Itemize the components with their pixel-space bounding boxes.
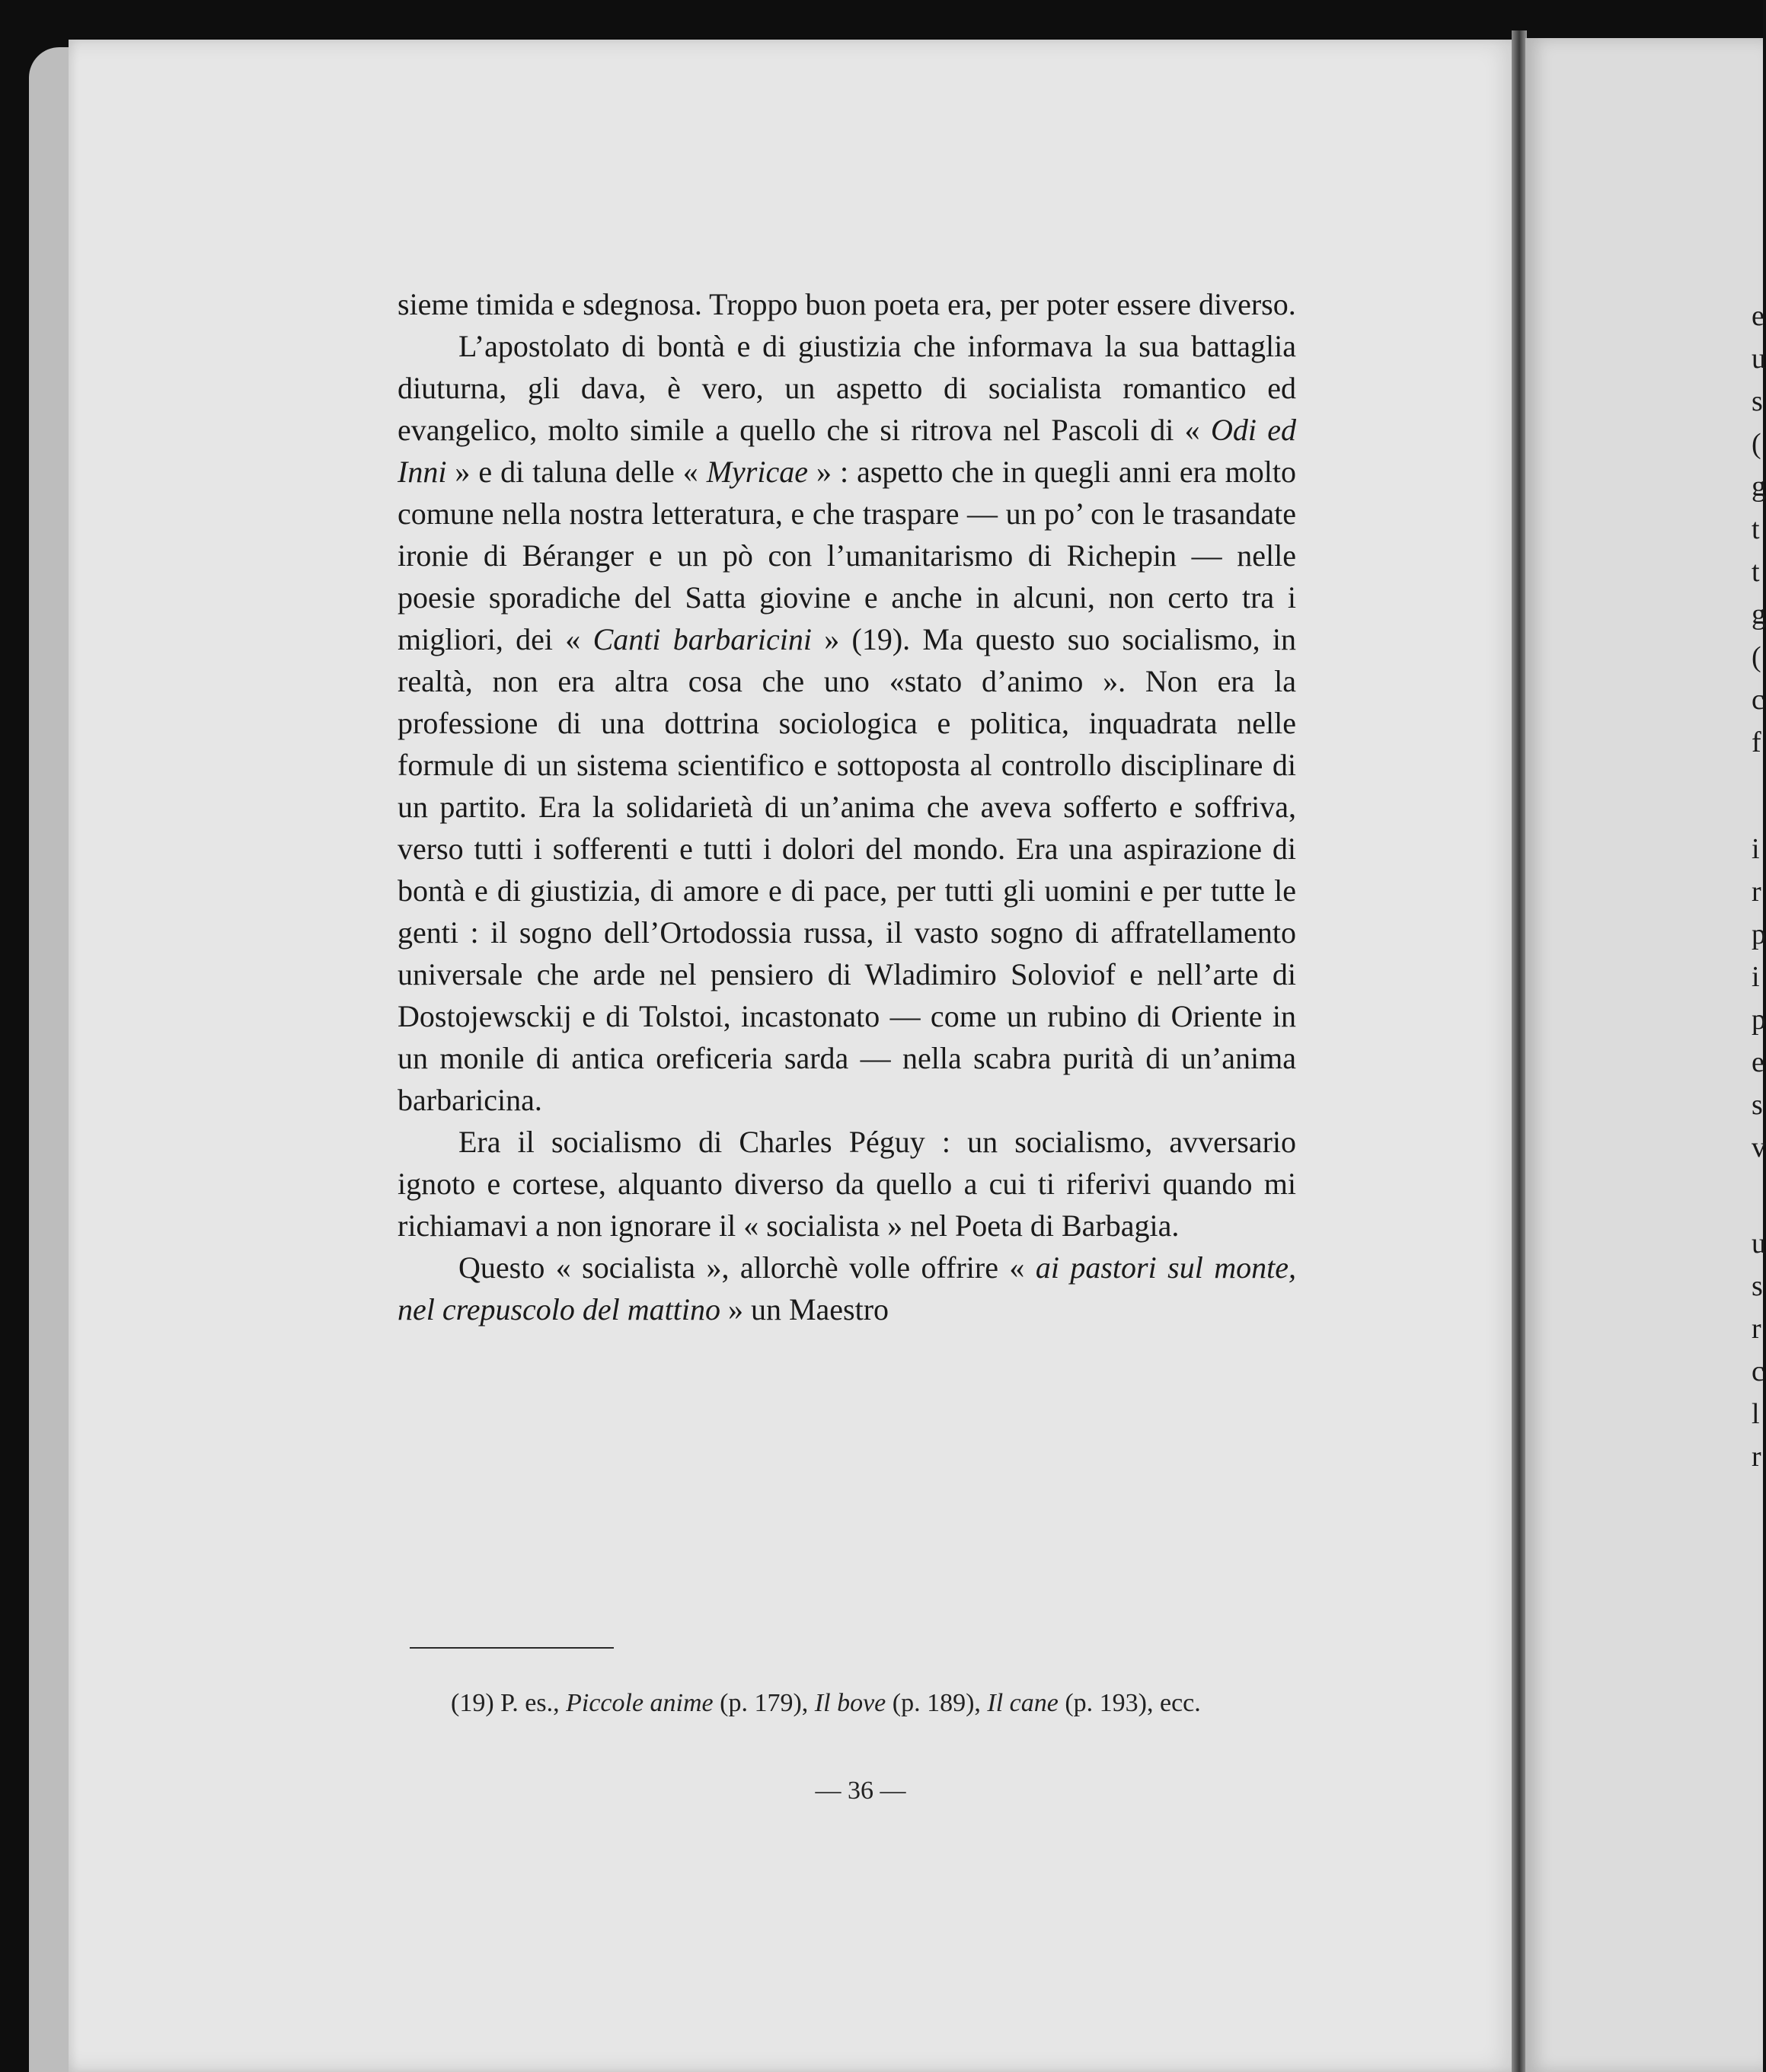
footnote-text-run: (p. 193), ecc. bbox=[1058, 1689, 1201, 1717]
right-page-letter: c bbox=[1752, 1355, 1764, 1387]
paragraph bbox=[398, 325, 1296, 1121]
right-page-letter: i bbox=[1752, 833, 1760, 865]
italic-title: ai pastori sul monte, nel crepuscolo del mattino bbox=[398, 1250, 1297, 1327]
right-page-letter: f bbox=[1752, 726, 1761, 758]
right-page-letter: s bbox=[1752, 1089, 1763, 1121]
right-page-letter: t bbox=[1752, 513, 1760, 545]
right-page-letter: u bbox=[1752, 1228, 1766, 1259]
text-run: » e di taluna delle « bbox=[446, 455, 707, 489]
text-run: Era il socialismo di Charles Péguy : un socialismo, avversario ignoto e cortese, alquanto diverso da quello a cui ti riferivi quando mi richiamavi a non ignorare il « socialista » nel Poeta di Barbagia. bbox=[398, 1125, 1296, 1243]
footnote-italic-title: Piccole anime bbox=[566, 1689, 714, 1717]
italic-title: Canti barbaricini bbox=[592, 622, 812, 656]
italic-title: Odi ed Inni bbox=[398, 413, 1296, 489]
text-run: Questo « socialista », allorchè volle offrire « bbox=[458, 1250, 1036, 1285]
footnote-text-run: (19) P. es., bbox=[451, 1689, 567, 1717]
right-page-letter: t bbox=[1752, 556, 1760, 588]
right-page-letter: ( bbox=[1752, 641, 1761, 673]
right-page-letter: e bbox=[1752, 1046, 1764, 1078]
text-run: sieme timida e sdegnosa. Troppo buon poeta era, per poter essere diverso. bbox=[398, 287, 1296, 321]
right-page-letter: r bbox=[1752, 876, 1761, 908]
right-page-letter: p bbox=[1752, 918, 1766, 950]
right-page-letter: v bbox=[1752, 1132, 1766, 1164]
italic-title: Myricae bbox=[706, 455, 808, 489]
footnote-text-run: (p. 189), bbox=[886, 1689, 988, 1717]
right-page-letter: ( bbox=[1752, 428, 1761, 460]
footnote-italic-title: Il bove bbox=[814, 1689, 886, 1717]
book-gutter bbox=[1512, 30, 1527, 2072]
right-page-letter: r bbox=[1752, 1441, 1761, 1473]
right-page-letter: s bbox=[1752, 385, 1763, 417]
text-run: » : aspetto che in quegli anni era molto comune nella nostra letteratura, e che traspare — un po’ con le trasandate ironie di Béranger e un pò con l’umanitarismo di Richepin — nelle poesie sporadiche del Satta giovine e anche in alcuni, non certo tra i migliori, dei « bbox=[398, 455, 1296, 656]
right-page-letter: e bbox=[1752, 300, 1764, 332]
body-text bbox=[398, 283, 1296, 1330]
text-run: » (19). Ma questo suo socialismo, in realtà, non era altra cosa che uno «stato d’animo ». Non era la professione di una dottrina sociologica e politica, inquadrata nelle formule di un sistema scientifico e sottoposta al controllo disciplinare di un partito. Era la solidarietà di un’anima che aveva sofferto e soffriva, verso tutti i sofferenti e tutti i dolori del mondo. Era una aspirazione di bontà e di giustizia, di amore e di pace, per tutti gli uomini e per tutte le genti : il sogno dell’Ortodossia russa, il vasto sogno di affratellamento universale che arde nel pensiero di Wladimiro Soloviof e nell’arte di Dostojewsckij e di Tolstoi, incastonato — come un rubino di Oriente in un monile di antica oreficeria sarda — nella scabra purità di un’anima barbaricina. bbox=[398, 622, 1296, 1117]
right-page-letter: r bbox=[1752, 1313, 1761, 1345]
right-page-letter: c bbox=[1752, 684, 1764, 716]
paragraph bbox=[398, 1247, 1296, 1330]
footnote-italic-title: Il cane bbox=[987, 1689, 1059, 1717]
right-page-letter: l bbox=[1752, 1398, 1760, 1430]
right-page-letter: u bbox=[1752, 343, 1766, 375]
text-run: » un Maestro bbox=[720, 1292, 889, 1327]
right-page-letter: g bbox=[1752, 599, 1766, 631]
right-page-letter: i bbox=[1752, 961, 1760, 993]
right-page-edge bbox=[1525, 38, 1763, 2072]
paragraph bbox=[398, 1121, 1296, 1247]
right-page-letter: p bbox=[1752, 1004, 1766, 1036]
text-run: L’apostolato di bontà e di giustizia che informava la sua battaglia diuturna, gli dava, è vero, un aspetto di socialista romantico ed evangelico, molto simile a quello che si ritrova nel Pascoli di « bbox=[398, 329, 1296, 447]
footnote bbox=[411, 1685, 1298, 1721]
page-number: — 36 — bbox=[815, 1777, 906, 1805]
footnote-separator bbox=[410, 1647, 614, 1649]
footnote-text-run: (p. 179), bbox=[713, 1689, 815, 1717]
right-page-letter: s bbox=[1752, 1270, 1763, 1302]
paragraph bbox=[398, 283, 1296, 325]
right-page-letter: g bbox=[1752, 471, 1766, 503]
